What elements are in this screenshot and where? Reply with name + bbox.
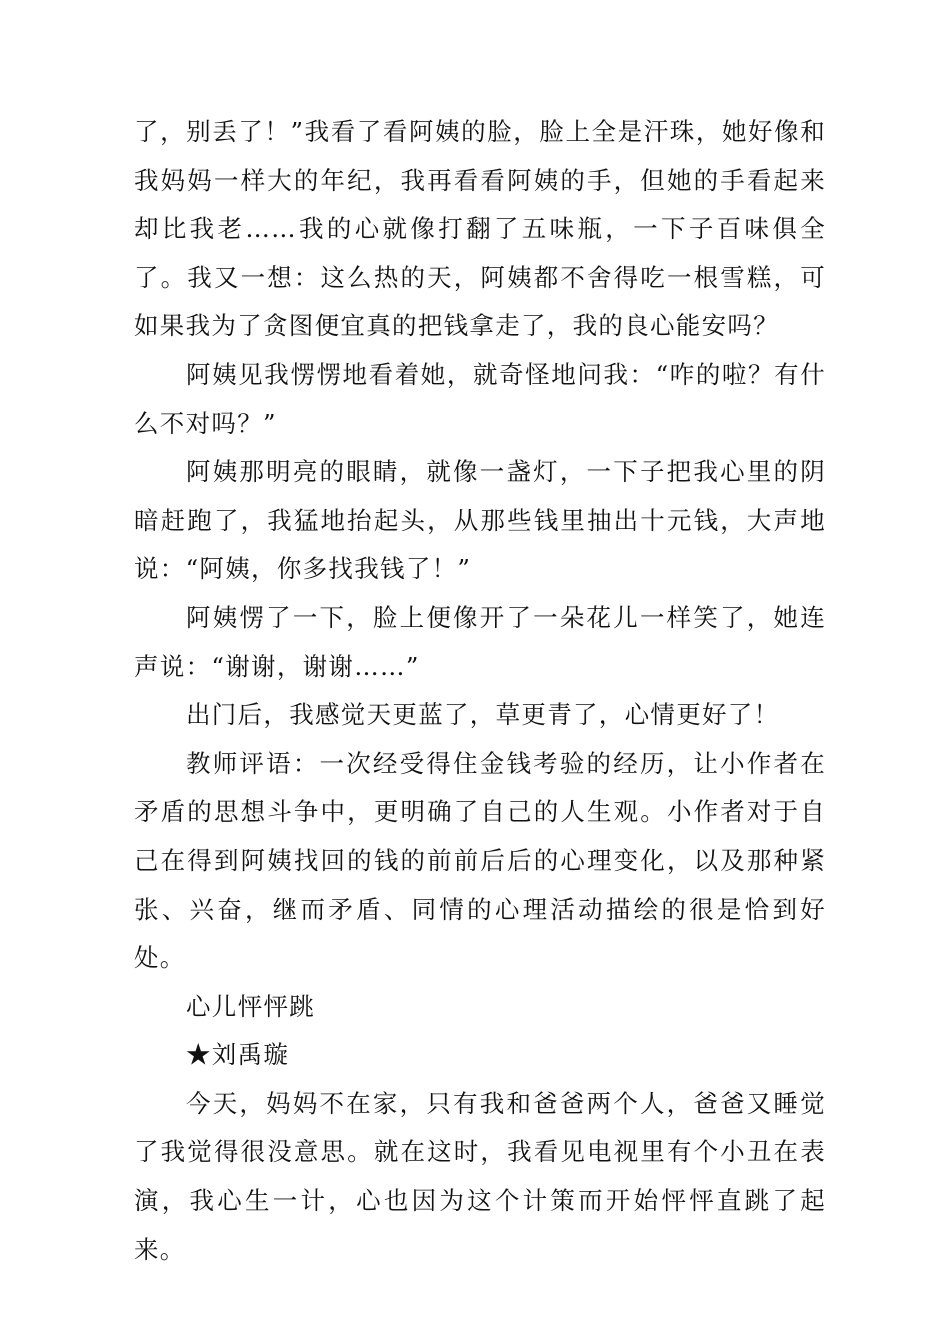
paragraph-dialogue-question: 阿姨见我愣愣地看着她，就奇怪地问我：“咋的啦？有什么不对吗？” (134, 359, 826, 438)
paragraph-after-leaving: 出门后，我感觉天更蓝了，草更青了，心情更好了！ (186, 700, 780, 730)
paragraph-teacher-comment: 教师评语：一次经受得住金钱考验的经历，让小作者在矛盾的思想斗争中，更明确了自己的人生观。小作者对于自己在得到阿姨找回的钱的前前后后的心理变化，以及那种紧张、兴奋，继而矛盾、同情的心理活动描绘的很是恰到好处。 (134, 748, 826, 973)
paragraph-essay-opening: 今天，妈妈不在家，只有我和爸爸两个人，爸爸又睡觉了我觉得很没意思。就在这时，我看见电视里有个小丑在表演，我心生一计，心也因为这个计策而开始怦怦直跳了起来。 (134, 1088, 826, 1264)
paragraph-thanks: 阿姨愣了一下，脸上便像开了一朵花儿一样笑了，她连声说：“谢谢，谢谢……” (134, 602, 826, 681)
essay-title: 心儿怦怦跳 (186, 991, 315, 1021)
essay-author: ★刘禹璇 (186, 1040, 290, 1070)
paragraph-continuation: 了，别丢了！”我看了看阿姨的脸，脸上全是汗珠，她好像和我妈妈一样大的年纪，我再看看阿姨的手，但她的手看起来却比我老……我的心就像打翻了五味瓶，一下子百味俱全了。我又一想：这么热的天，阿姨都不舍得吃一根雪糕，可如果我为了贪图便宜真的把钱拿走了，我的良心能安吗？ (134, 117, 826, 341)
paragraph-return-money: 阿姨那明亮的眼睛，就像一盏灯，一下子把我心里的阴暗赶跑了，我猛地抬起头，从那些钱里抽出十元钱，大声地说：“阿姨，你多找我钱了！” (134, 457, 826, 584)
document-body (134, 108, 826, 1274)
